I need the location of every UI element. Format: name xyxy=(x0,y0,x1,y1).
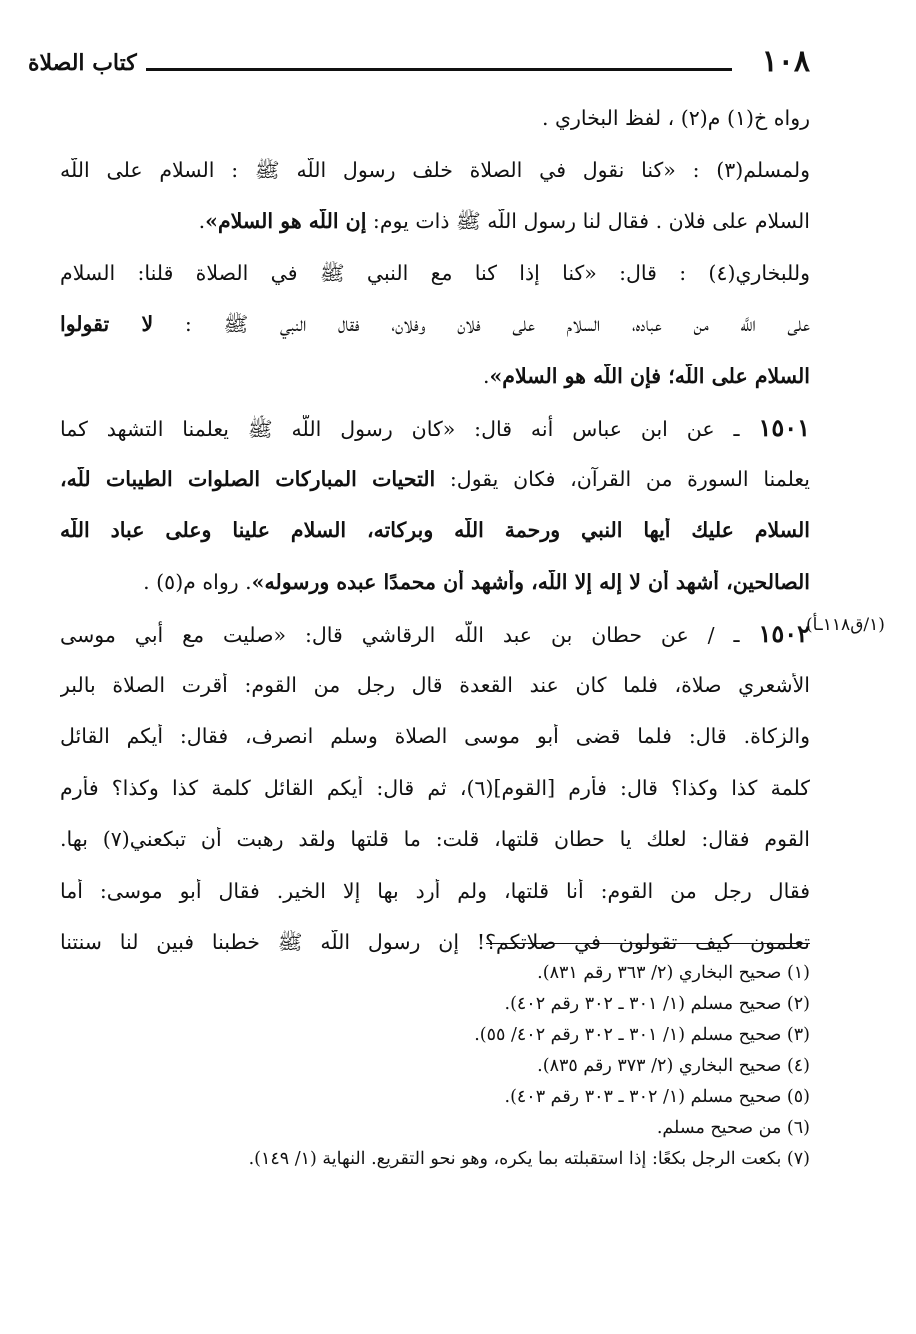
text-line xyxy=(60,673,810,725)
line-text: ـ عن ابن عباس أنه قال: «كان رسول اللَّه ﷺ يعلمنا التشهد كما xyxy=(60,417,759,441)
line-text: تعلمون كيف تقولون في صلاتكم؟! إن رسول اللَّه ﷺ خطبنا فبين لنا سنتنا xyxy=(60,930,810,954)
line-text: . رواه م(٥) . xyxy=(143,569,252,594)
line-text: يعلمنا السورة من القرآن، فكان يقول: xyxy=(435,466,810,491)
footnote: (٦) من صحيح مسلم. xyxy=(656,1118,810,1138)
footnote: (٥) صحيح مسلم (١/ ٣٠٢ ـ ٣٠٣ رقم ٤٠٣). xyxy=(504,1087,810,1107)
bold-quote: السلام عليك أيها النبي ورحمة اللَّه وبركاته، السلام علينا وعلى عباد اللَّه xyxy=(60,518,810,542)
line-text: . xyxy=(482,363,490,388)
line-text: السلام على فلان . فقال لنا رسول اللَّه ﷺ ذات يوم: xyxy=(366,209,810,233)
text-line xyxy=(60,621,810,673)
line-text: رواه خ(١) م(٢) ، لفظ البخاري . xyxy=(541,106,810,130)
line-text: على اللَّه من عباده، السلام على فلان وفلان، فقال النبي ﷺ : xyxy=(153,312,810,336)
line-text: ـ / عن حطان بن عبد اللَّه الرقاشي قال: «صليت مع أبي موسى xyxy=(60,623,759,647)
text-line xyxy=(60,415,810,467)
text-line xyxy=(60,106,810,158)
line-text: القوم فقال: لعلك يا حطان قلتها، قلت: ما قلتها ولقد رهبت أن تبكعني(٧) بها. xyxy=(60,827,810,851)
page-number: ١٠٨ xyxy=(761,44,810,79)
line-text: فقال رجل من القوم: أنا قلتها، ولم أرد بها إلا الخير. فقال أبو موسى: أما xyxy=(60,878,810,903)
header-rule xyxy=(146,68,732,71)
footnote: (٢) صحيح مسلم (١/ ٣٠١ ـ ٣٠٢ رقم ٤٠٢). xyxy=(504,994,810,1014)
hadith-number: ١٥٠٢ xyxy=(758,621,810,648)
bold-quote: إن اللَّه هو السلام» xyxy=(205,209,367,233)
line-text: الأشعري صلاة، فلما كان عند القعدة قال رجل من القوم: أقرت الصلاة بالبر xyxy=(60,672,810,697)
line-text: . xyxy=(198,209,206,233)
text-line xyxy=(60,312,810,364)
chapter-title: كتاب الصلاة xyxy=(28,50,137,76)
line-text: كلمة كذا وكذا؟ قال: فأرم [القوم](٦)، ثم قال: أيكم القائل كلمة كذا وكذا؟ فأرم xyxy=(60,775,810,800)
footnote: (٣) صحيح مسلم (١/ ٣٠١ ـ ٣٠٢ رقم ٤٠٢/ ٥٥). xyxy=(474,1025,810,1045)
footnote: (١) صحيح البخاري (٢/ ٣٦٣ رقم ٨٣١). xyxy=(537,963,810,983)
manuscript-folio-note: (١/ق١١٨ـأ) xyxy=(806,615,885,635)
footnote: (٤) صحيح البخاري (٢/ ٣٧٣ رقم ٨٣٥). xyxy=(537,1056,810,1076)
text-line xyxy=(60,467,810,519)
text-line xyxy=(60,158,810,210)
page-header xyxy=(28,42,810,88)
line-text: والزكاة. قال: فلما قضى أبو موسى الصلاة وسلم انصرف، فقال: أيكم القائل xyxy=(60,724,810,748)
text-line xyxy=(60,570,810,622)
bold-quote: التحيات المباركات الصلوات الطيبات للَّه، xyxy=(60,466,436,491)
text-line xyxy=(60,776,810,828)
bold-quote: السلام على اللَّه؛ فإن اللَّه هو السلام» xyxy=(489,363,810,388)
bold-quote: لا تقولوا xyxy=(60,312,154,336)
text-line xyxy=(60,827,810,879)
line-text: وللبخاري(٤) : قال: «كنا إذا كنا مع النبي ﷺ في الصلاة قلنا: السلام xyxy=(60,260,810,285)
text-line xyxy=(60,209,810,261)
main-text xyxy=(60,106,810,982)
footnote-separator xyxy=(486,943,810,944)
footnotes xyxy=(100,960,810,1177)
text-line xyxy=(60,724,810,776)
text-line xyxy=(60,364,810,416)
text-line xyxy=(60,518,810,570)
line-text: ولمسلم(٣) : «كنا نقول في الصلاة خلف رسول اللَّه ﷺ : السلام على اللَّه xyxy=(60,157,810,182)
text-line xyxy=(60,261,810,313)
bold-quote: الصالحين، أشهد أن لا إله إلا اللَّه، وأشهد أن محمدًا عبده ورسوله» xyxy=(251,569,810,594)
footnote: (٧) بكعت الرجل بكعًا: إذا استقبلته بما يكره، وهو نحو التقريع. النهاية (١/ ١٤٩). xyxy=(248,1149,810,1169)
text-line xyxy=(60,879,810,931)
hadith-number: ١٥٠١ xyxy=(758,415,810,442)
